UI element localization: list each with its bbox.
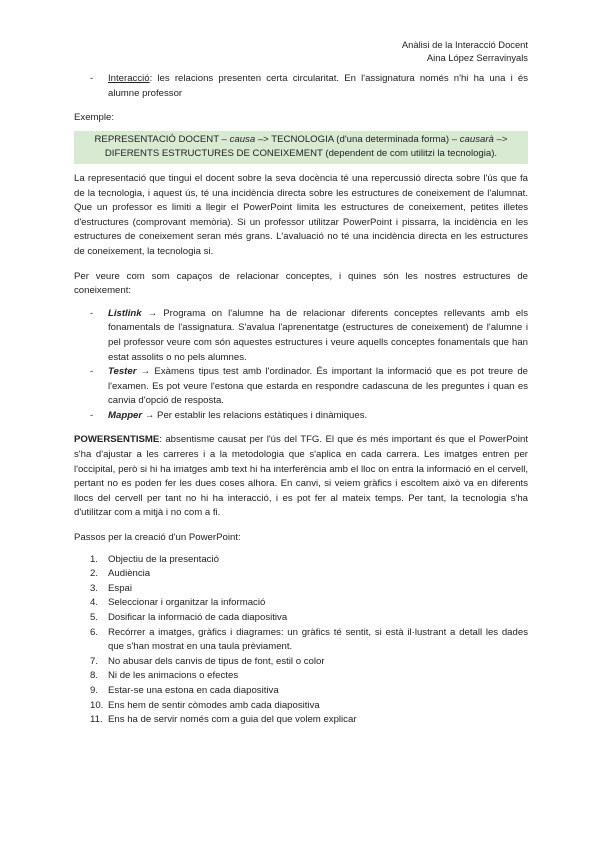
highlight-causara: causarà: [459, 133, 494, 145]
list-item: [74, 626, 528, 655]
tool-text: → Programa on l'alumne ha de relacionar diferents conceptes rellevants amb els fonamentals de l'assignatura. S'avalua l'aprenentatge (estructures de coneixement) de l'alumne i pel professor veure com són aquestes estructures i veure aquells conceptes fonamentals que han estat assolits o no pels alumnes.: [108, 307, 528, 363]
dash-marker: -: [90, 307, 94, 319]
step-text: Seleccionar i organitzar la informació: [108, 597, 266, 609]
paragraph-representation: La representació que tingui el docent sobre la seva docència té una repercussió directa sobre l'ús que fa de la tecnologia, i aquest ús, té una incidència directa sobre les estructures de coneixement de l'alumnat. Que un professor es limiti a llegir el PowerPoint limita les estructures de coneixement, petites illetes d'estructures (comprovant memòria). Si un professor utilitzar PowerPoint i pissarra, la incidència en les estructures de coneixement seran més grans. L'avaluació no té una incidència directa en les estructures de coneixement, la tecnologia si.: [74, 172, 528, 257]
list-item: [74, 596, 528, 611]
bullet-text: : les relacions presenten certa circularitat. En l'assignatura només n'hi ha una i és alumne professor: [108, 73, 528, 99]
highlight-part3: –> DIFERENTS ESTRUCTURES DE CONEIXEMENT (dependent de com utilitzi la tecnologia).: [104, 133, 508, 160]
step-text: Estar-se una estona en cada diapositiva: [108, 684, 279, 696]
paragraph-powersentisme: [74, 433, 528, 521]
list-item: [74, 655, 528, 670]
highlight-box: [74, 131, 528, 164]
list-item: [74, 611, 528, 626]
step-number: 1.: [90, 553, 99, 565]
document-body: [74, 72, 528, 728]
intro-bullet: [74, 72, 528, 101]
list-item: [74, 553, 528, 568]
highlight-causa: causa: [229, 133, 256, 145]
step-text: Ni de les animacions o efectes: [108, 670, 239, 682]
step-number: 3.: [90, 582, 99, 594]
paragraph-concepts: Per veure com som capaços de relacionar conceptes, i quines són les nostres estructures de coneixement:: [74, 270, 528, 297]
page-header: [402, 38, 528, 64]
step-number: 11.: [90, 714, 103, 726]
list-item: [74, 307, 528, 365]
step-number: 7.: [90, 655, 99, 667]
step-text: Espai: [108, 582, 132, 594]
list-item: [74, 567, 528, 582]
tool-text: → Exàmens tipus test amb l'ordinador. És important la informació que es pot treure de l'examen. Es pot veure l'estona que estarda en respondre cadascuna de les preguntes i quan es canvia d'opció de resposta.: [108, 366, 528, 407]
steps-list: [74, 553, 528, 728]
step-number: 6.: [90, 626, 99, 638]
tool-name: Listlink: [108, 307, 142, 319]
list-item: [74, 669, 528, 684]
step-text: Ens ha de servir només com a guia del que volem explicar: [108, 714, 357, 726]
dash-marker: -: [90, 409, 94, 421]
step-text: Ens hem de sentir còmodes amb cada diapositiva: [108, 699, 320, 711]
example-label: Exemple:: [74, 112, 114, 124]
list-item: [74, 713, 528, 728]
step-number: 2.: [90, 568, 99, 580]
header-title: Anàlisi de la Interacció Docent: [401, 39, 528, 50]
step-text: Recórrer a imatges, gràfics i diagrames: un gràfics té sentit, si està il·lustrant a detall les dades que s'han mostrat en una taula prèviament.: [108, 626, 528, 653]
tool-name: Mapper: [108, 409, 143, 421]
step-text: Audiència: [108, 568, 151, 580]
step-number: 9.: [90, 684, 99, 696]
tool-name: Tester: [108, 366, 137, 378]
steps-intro: Passos per la creació d'un PowerPoint:: [74, 532, 241, 544]
list-item: [74, 582, 528, 597]
header-author: Aina López Serravinyals: [426, 52, 528, 63]
step-number: 5.: [90, 612, 99, 623]
step-text: Objectiu de la presentació: [108, 553, 219, 565]
powersentisme-text: : absentisme causat per l'ús del TFG. El que és més important és que el PowerPoint s'ha d'ajustar a les carreres i a la metodologia que s'aplica en cada carrera. Les imatges entren per l'occipital, però si hi ha imatges amb text hi ha interferència amb el lloc on entra la informació en el cervell, pertant no es poden fer les dues coses alhora. En canvi, si veiem gràfics i escoltem això va en diferents llocs del cervell per tant no hi ha interacció, i es pot fer al mateix temps. Per tant, la tecnologia s'ha d'utilitzar com a mitjà i no com a fi.: [74, 434, 528, 519]
list-item: [74, 409, 528, 424]
step-number: 4.: [90, 597, 99, 609]
dash-marker: -: [90, 366, 94, 378]
powersentisme-term: POWERSENTISME: [74, 434, 160, 446]
list-item: [74, 699, 528, 714]
tool-text: → Per establir les relacions estàtiques i dinàmiques.: [142, 409, 368, 421]
highlight-part2: –> TECNOLOGIA (d'una determinada forma) –: [255, 133, 460, 145]
step-number: 8.: [90, 670, 99, 682]
tools-list: [74, 307, 528, 424]
step-text: Dosificar la informació de cada diapositiva: [108, 612, 288, 623]
step-number: 10.: [90, 699, 104, 711]
list-item: [74, 365, 528, 409]
step-text: No abusar dels canvis de tipus de font, estil o color: [108, 655, 325, 667]
dash-marker: -: [90, 73, 94, 84]
list-item: [74, 684, 528, 699]
highlight-part1: REPRESENTACIÓ DOCENT –: [94, 133, 230, 145]
bullet-term: Interacció: [108, 73, 150, 84]
